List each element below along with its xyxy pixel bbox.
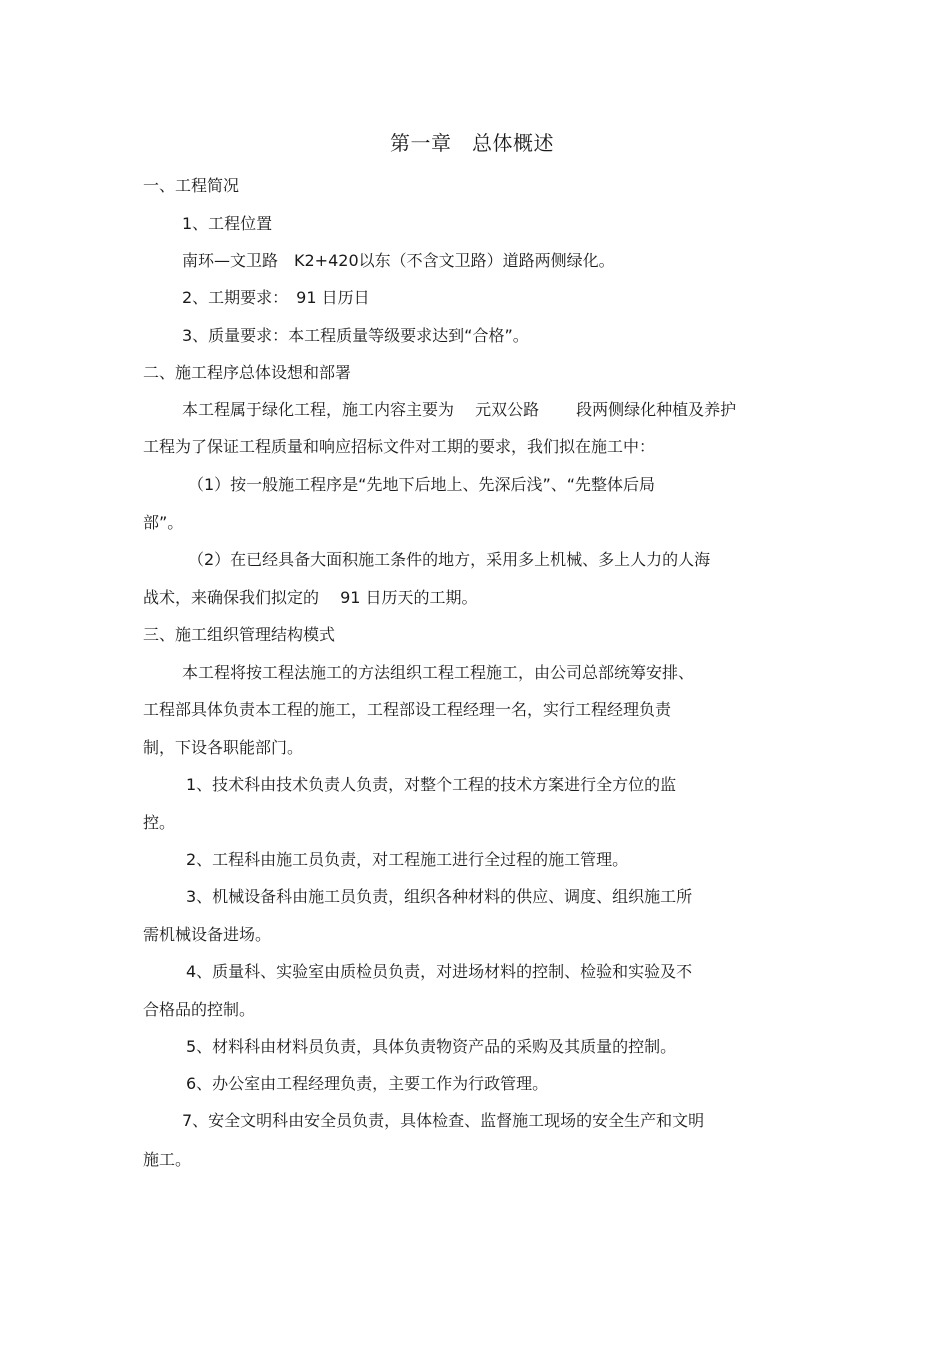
subheading-quality: 3、质量要求：本工程质量等级要求达到“合格”。 — [182, 326, 529, 345]
paragraph-line: 部”。 — [143, 513, 184, 532]
list-item: 4、质量科、实验室由质检员负责，对进场材料的控制、检验和实验及不 — [186, 962, 693, 981]
paragraph-location: 南环—文卫路 K2+420以东（不含文卫路）道路两侧绿化。 — [182, 251, 615, 270]
section-heading-3: 三、施工组织管理结构模式 — [143, 625, 336, 644]
list-item-continuation: 施工。 — [143, 1150, 192, 1169]
list-item: 3、机械设备科由施工员负责，组织各种材料的供应、调度、组织施工所 — [186, 887, 693, 906]
subheading-schedule: 2、工期要求： 91 日历日 — [182, 288, 370, 307]
list-item: 1、技术科由技术负责人负责，对整个工程的技术方案进行全方位的监 — [186, 775, 677, 794]
paragraph-line: 战术，来确保我们拟定的 91 日历天的工期。 — [143, 588, 478, 607]
paragraph-line: 本工程属于绿化工程，施工内容主要为 元双公路 段两侧绿化种植及养护 — [182, 400, 737, 419]
chapter-title: 第一章 总体概述 — [390, 131, 554, 155]
section-heading-1: 一、工程简况 — [143, 176, 240, 195]
list-item-continuation: 合格品的控制。 — [143, 1000, 256, 1019]
list-item: 7、安全文明科由安全员负责，具体检查、监督施工现场的安全生产和文明 — [182, 1111, 705, 1130]
paragraph-line: 本工程将按工程法施工的方法组织工程工程施工，由公司总部统筹安排、 — [182, 663, 695, 682]
list-item: 2、工程科由施工员负责，对工程施工进行全过程的施工管理。 — [186, 850, 629, 869]
paragraph-line: 制，下设各职能部门。 — [143, 738, 304, 757]
section-heading-2: 二、施工程序总体设想和部署 — [143, 363, 352, 382]
list-item-continuation: 控。 — [143, 813, 176, 832]
paragraph-line: （1）按一般施工程序是“先地下后地上、先深后浅”、“先整体后局 — [188, 475, 656, 494]
paragraph-line: （2）在已经具备大面积施工条件的地方，采用多上机械、多上人力的人海 — [188, 550, 711, 569]
list-item: 5、材料科由材料员负责，具体负责物资产品的采购及其质量的控制。 — [186, 1037, 677, 1056]
list-item: 6、办公室由工程经理负责，主要工作为行政管理。 — [186, 1074, 549, 1093]
list-item-continuation: 需机械设备进场。 — [143, 925, 272, 944]
paragraph-line: 工程为了保证工程质量和响应招标文件对工期的要求，我们拟在施工中： — [143, 437, 656, 456]
subheading-location: 1、工程位置 — [182, 214, 273, 233]
paragraph-line: 工程部具体负责本工程的施工，工程部设工程经理一名，实行工程经理负责 — [143, 700, 672, 719]
